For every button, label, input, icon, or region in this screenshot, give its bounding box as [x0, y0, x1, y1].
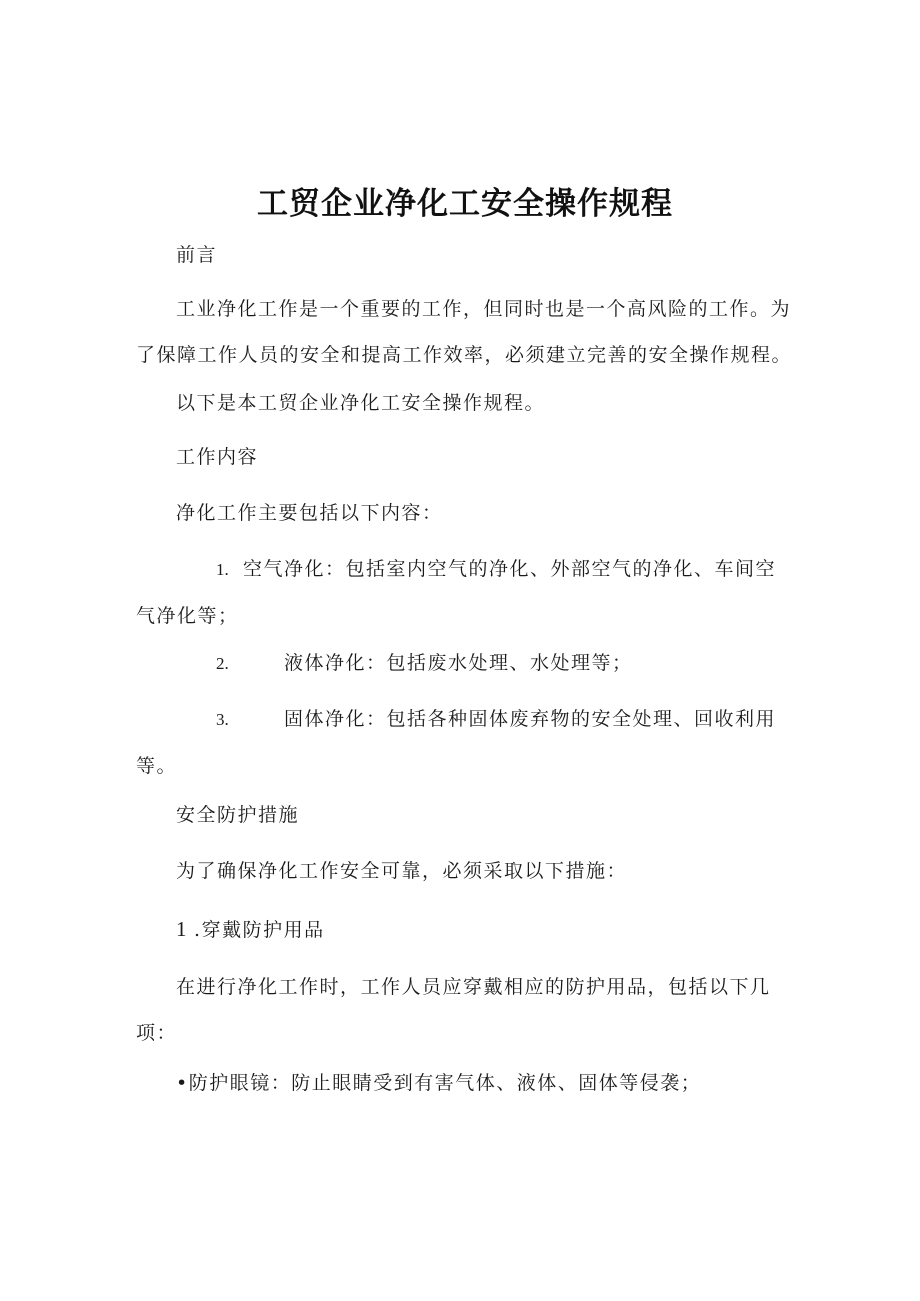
sub-heading — [136, 906, 796, 953]
work-item-1 — [136, 546, 796, 639]
work-heading: 工作内容 — [176, 446, 259, 468]
work-item-1-number: 1. — [216, 560, 229, 579]
safety-heading: 安全防护措施 — [176, 804, 300, 826]
work-item-3 — [136, 696, 796, 789]
work-item-3-text: 固体净化：包括各种固体废弃物的安全处理、回收利用等。 — [136, 708, 777, 777]
document-title: 工贸企业净化工安全操作规程 — [257, 186, 673, 222]
intro-paragraph: 以下是本工贸企业净化工安全操作规程。 — [176, 392, 546, 414]
sub-heading-text: .穿戴防护用品 — [194, 919, 325, 941]
work-item-3-number: 3. — [216, 710, 229, 729]
work-item-2 — [136, 640, 796, 687]
work-item-1-text: 空气净化：包括室内空气的净化、外部空气的净化、车间空气净化等； — [136, 558, 777, 627]
safety-intro: 为了确保净化工作安全可靠，必须采取以下措施： — [176, 860, 628, 882]
preface-heading: 前言 — [176, 244, 218, 266]
work-intro: 净化工作主要包括以下内容： — [176, 502, 443, 524]
bullet-item: •防护眼镜：防止眼睛受到有害气体、液体、固体等侵袭； — [176, 1072, 702, 1094]
sub-heading-number: 1 — [176, 917, 187, 941]
work-item-2-number: 2. — [216, 654, 229, 673]
preface-paragraph: 工业净化工作是一个重要的工作，但同时也是一个高风险的工作。为了保障工作人员的安全和提高工作效率，必须建立完善的安全操作规程。 — [136, 298, 793, 366]
work-item-2-text: 液体净化：包括废水处理、水处理等； — [284, 652, 633, 674]
sub-paragraph: 在进行净化工作时，工作人员应穿戴相应的防护用品，包括以下几项： — [136, 976, 771, 1044]
